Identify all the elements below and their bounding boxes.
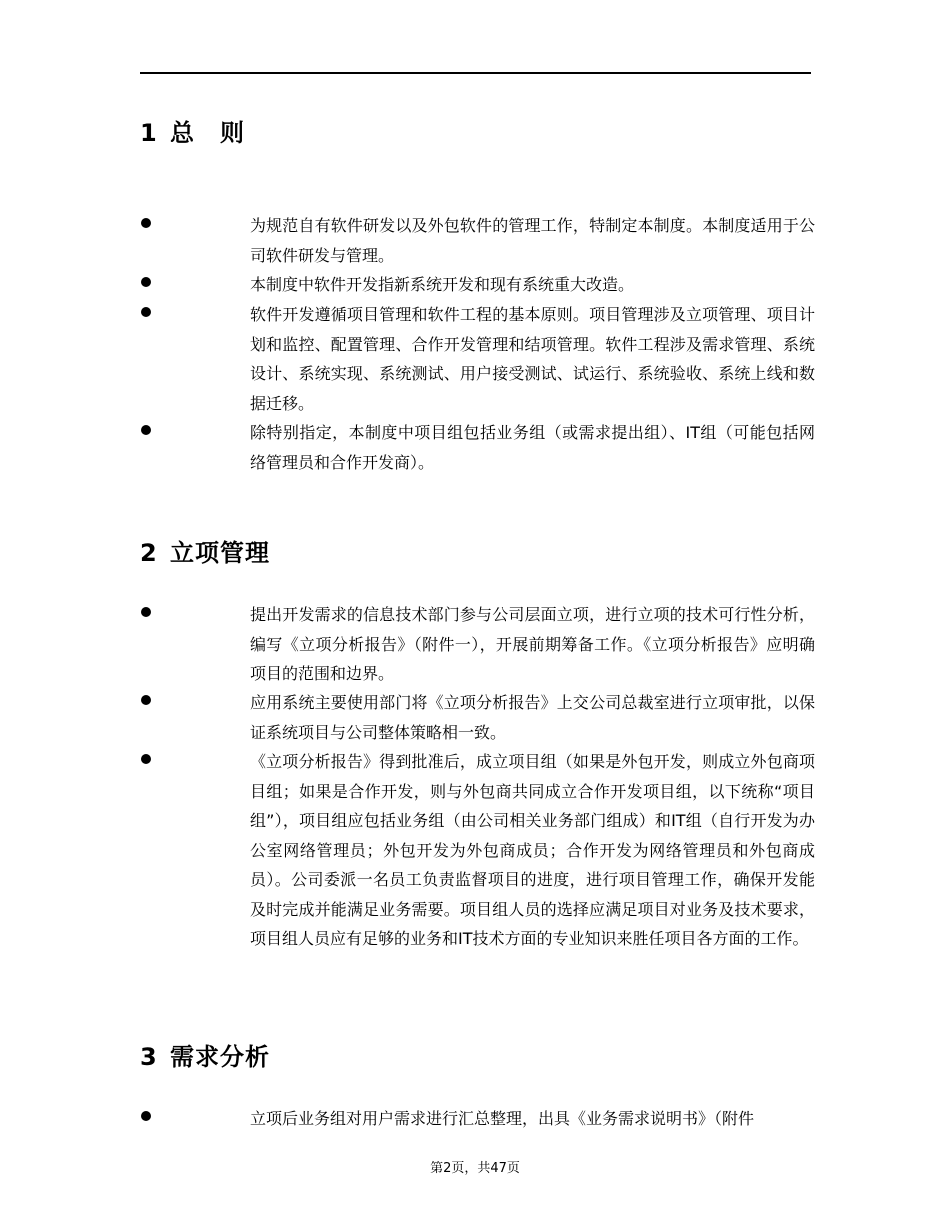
bullet-icon xyxy=(141,307,151,317)
bullet-icon xyxy=(141,425,151,435)
section-title: 需求分析 xyxy=(170,1043,270,1071)
section-number: 1 xyxy=(140,119,158,147)
bullet-text: 《立项分析报告》得到批准后，成立项目组（如果是外包开发，则成立外包商项目组；如果是合作开发，则与外包商共同成立合作开发项目组，以下统称“项目组”），项目组应包括业务组（由公司相关业务部门组成）和IT组（自行开发为办公室网络管理员；外包开发为外包商成员；合作开发为网络管理员和外包商成员）。公司委派一名员工负责监督项目的进度，进行项目管理工作，确保开发能及时完成并能满足业务需要。项目组人员的选择应满足项目对业务及技术要求，项目组人员应有足够的业务和IT技术方面的专业知识来胜任项目各方面的工作。 xyxy=(250,752,815,948)
bullet-icon xyxy=(141,277,151,287)
bullet-icon xyxy=(141,754,151,764)
bullet-text: 提出开发需求的信息技术部门参与公司层面立项，进行立项的技术可行性分析，编写《立项分析报告》（附件一），开展前期筹备工作。《立项分析报告》应明确项目的范围和边界。 xyxy=(250,605,815,683)
bullet-text: 应用系统主要使用部门将《立项分析报告》上交公司总裁室进行立项审批，以保证系统项目与公司整体策略相一致。 xyxy=(250,693,815,742)
bullet-text: 本制度中软件开发指新系统开发和现有系统重大改造。 xyxy=(250,275,635,294)
section-number: 3 xyxy=(140,1043,158,1071)
bullet-text: 立项后业务组对用户需求进行汇总整理，出具《业务需求说明书》（附件 xyxy=(250,1109,755,1128)
header-rule xyxy=(140,72,811,74)
bullet-icon xyxy=(141,218,151,228)
bullet-icon xyxy=(141,1111,151,1121)
section-number: 2 xyxy=(140,539,158,567)
section-heading-2 xyxy=(140,533,270,568)
bullet-icon xyxy=(141,695,151,705)
section-title: 立项管理 xyxy=(170,539,270,567)
bullet-icon xyxy=(141,607,151,617)
bullet-text: 为规范自有软件研发以及外包软件的管理工作，特制定本制度。本制度适用于公司软件研发与管理。 xyxy=(250,216,815,265)
section-heading-3 xyxy=(140,1037,270,1072)
page-footer: 第2页，共47页 xyxy=(430,1161,520,1176)
bullet-text: 软件开发遵循项目管理和软件工程的基本原则。项目管理涉及立项管理、项目计划和监控、配置管理、合作开发管理和结项管理。软件工程涉及需求管理、系统设计、系统实现、系统测试、用户接受测试、试运行、系统验收、系统上线和数据迁移。 xyxy=(250,305,815,413)
section-heading-1 xyxy=(140,113,245,148)
section-title: 总 则 xyxy=(170,119,245,147)
bullet-text: 除特别指定，本制度中项目组包括业务组（或需求提出组）、IT组（可能包括网络管理员和合作开发商）。 xyxy=(250,423,815,472)
